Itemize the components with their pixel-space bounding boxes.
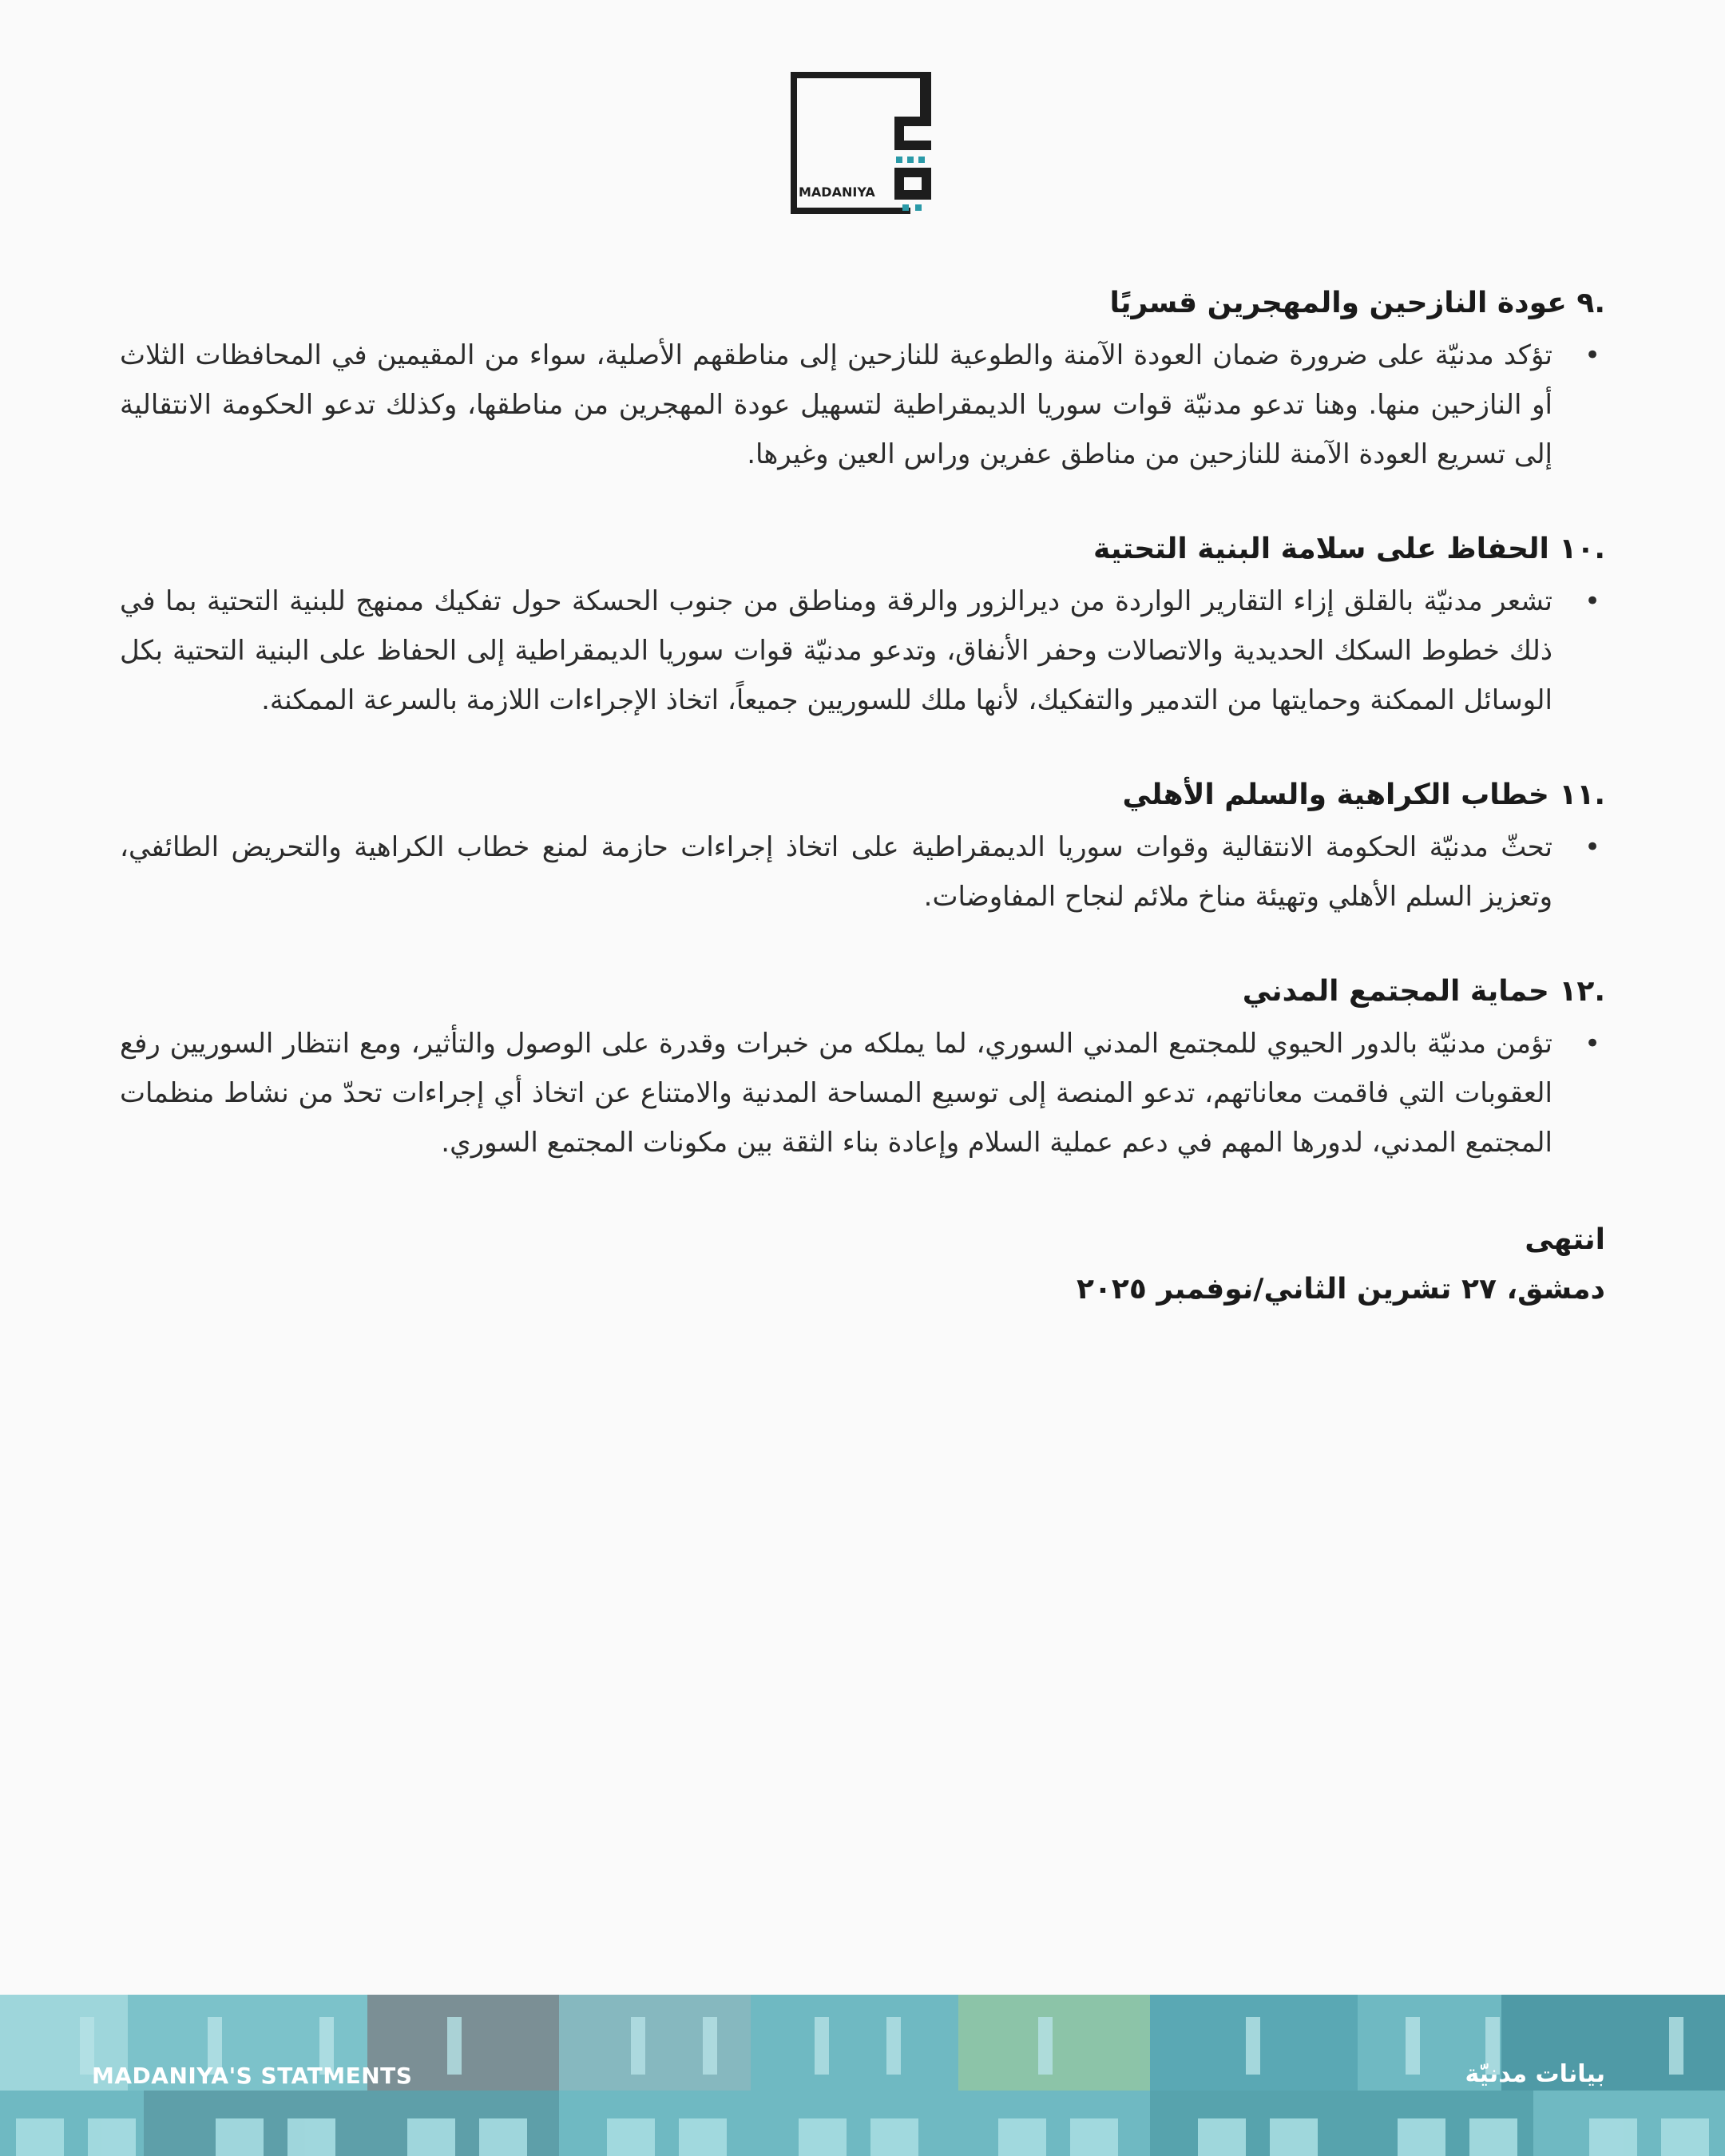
- footer-statements-label: MADANIYA'S STATMENTS: [92, 2063, 413, 2089]
- statement-body: [120, 279, 1605, 1314]
- footer-arabic-label: بيانات مدنيّة: [1465, 2060, 1605, 2088]
- section-paragraph: • تشعر مدنيّة بالقلق إزاء التقارير الواردة من ديرالزور والرقة ومناطق من جنوب الحسكة حول تفكيك ممنهج للبنية التحتية بما في ذلك خطوط السكك الحديدية والاتصالات وحفر الأنفاق، وتدعو مدنيّة قوات سوريا الديمقراطية إلى الحفاظ على البنية التحتية بكل الوسائل الممكنة وحمايتها من التدمير والتفكيك، لأنها ملك للسوريين جميعاً، اتخاذ الإجراءات اللازمة بالسرعة الممكنة.: [120, 577, 1605, 725]
- logo-mark: [791, 70, 934, 216]
- madaniya-logo: [791, 70, 934, 216]
- section-civil-society: [120, 968, 1605, 1167]
- logo-text: MADANIYA: [799, 184, 875, 200]
- section-infrastructure: [120, 525, 1605, 725]
- section-returns: [120, 279, 1605, 479]
- section-heading: .١٢ حماية المجتمع المدني: [1242, 975, 1605, 1008]
- section-hate-speech: [120, 771, 1605, 921]
- end-label: انتهى: [1525, 1223, 1605, 1256]
- section-heading: .٩ عودة النازحين والمهجرين قسريًا: [1109, 287, 1605, 319]
- section-paragraph: • تحثّ مدنيّة الحكومة الانتقالية وقوات سوريا الديمقراطية على اتخاذ إجراءات حازمة لمنع خطاب الكراهية والتحريض الطائفي، وتعزيز السلم الأهلي وتهيئة مناخ ملائم لنجاح المفاوضات.: [120, 822, 1605, 921]
- section-paragraph: • تؤمن مدنيّة بالدور الحيوي للمجتمع المدني السوري، لما يملكه من خبرات وقدرة على الوصول والتأثير، ومع انتظار السوريين رفع العقوبات التي فاقمت معاناتهم، تدعو المنصة إلى توسيع المساحة المدنية والامتناع عن اتخاذ أي إجراءات تحدّ من نشاط منظمات المجتمع المدني، لدورها المهم في دعم عملية السلام وإعادة بناء الثقة بين مكونات المجتمع السوري.: [120, 1019, 1605, 1167]
- closing-block: [120, 1215, 1605, 1314]
- section-heading: .١٠ الحفاظ على سلامة البنية التحتية: [1093, 533, 1605, 565]
- place-date: دمشق، ٢٧ تشرين الثاني/نوفمبر ٢٠٢٥: [1076, 1273, 1605, 1306]
- section-paragraph: • تؤكد مدنيّة على ضرورة ضمان العودة الآمنة والطوعية للنازحين إلى مناطقهم الأصلية، سواء من المقيمين في المحافظات الثلاث أو النازحين منها. وهنا تدعو مدنيّة قوات سوريا الديمقراطية لتسهيل عودة المهجرين من مناطقها، وكذلك تدعو الحكومة الانتقالية إلى تسريع العودة الآمنة للنازحين من مناطق عفرين وراس العين وغيرها.: [120, 331, 1605, 479]
- section-heading: .١١ خطاب الكراهية والسلم الأهلي: [1122, 779, 1605, 811]
